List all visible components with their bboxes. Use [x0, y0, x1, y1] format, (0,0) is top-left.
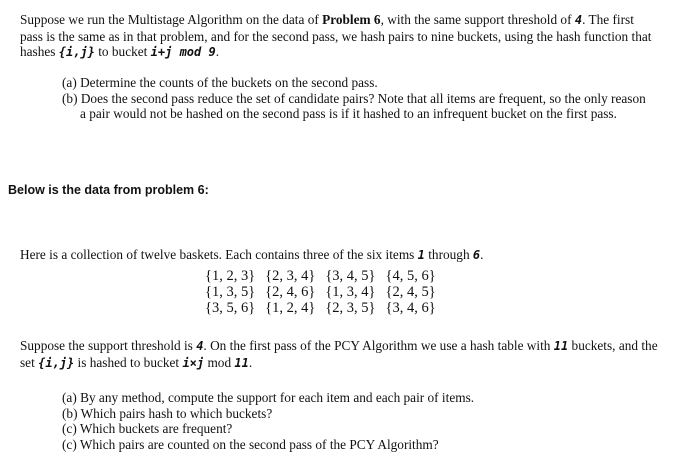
problem-intro: Suppose we run the Multistage Algorithm on the data of Problem 6, with the same support threshold of 4. The first pass is the same as in that problem, and for the second pass, we hash pairs to nine buckets, using the hash function that hashes {i,j} to bucket i+j mod 9.	[20, 12, 652, 59]
basket-row	[200, 268, 441, 284]
basket: {1, 3, 4}	[325, 284, 376, 300]
part-d: (c) Which pairs are counted on the second pass of the PCY Algorithm?	[62, 436, 439, 452]
basket: {1, 2, 3}	[205, 268, 256, 284]
basket-row	[200, 284, 441, 300]
basket: {2, 3, 5}	[325, 300, 376, 316]
part-a: (a) By any method, compute the support for each item and each pair of items.	[62, 390, 475, 405]
problem6-intro: Here is a collection of twelve baskets. Each contains three of the six items 1 through 6.	[20, 247, 484, 262]
part-b: (b) Which pairs hash to which buckets?	[62, 405, 273, 421]
problem-parts	[62, 75, 652, 122]
part-c: (c) Which buckets are frequent?	[62, 421, 233, 436]
basket: {2, 3, 4}	[265, 268, 316, 284]
part-b: (b) Does the second pass reduce the set of candidate pairs? Note that all items are frequent, so the only reason a pair would not be hashed on the second pass is if it hashed to an infrequent bucket on the first pass.	[62, 90, 646, 121]
section-heading: Below is the data from problem 6:	[8, 183, 209, 197]
basket: {4, 5, 6}	[385, 268, 436, 284]
basket: {2, 4, 5}	[385, 284, 436, 300]
support-text: Suppose the support threshold is 4. On the first pass of the PCY Algorithm we use a hash table with 11 buckets, and the set {i,j} is hashed to bucket i×j mod 11.	[20, 338, 658, 370]
basket: {3, 4, 6}	[385, 300, 436, 316]
basket: {1, 3, 5}	[205, 284, 256, 300]
basket: {1, 2, 4}	[265, 300, 316, 316]
baskets-table	[200, 268, 441, 316]
problem6-parts	[62, 390, 652, 452]
basket: {3, 5, 6}	[205, 300, 256, 316]
basket: {3, 4, 5}	[325, 268, 376, 284]
part-a: (a) Determine the counts of the buckets on the second pass.	[62, 75, 378, 90]
basket-row	[200, 300, 441, 316]
basket: {2, 4, 6}	[265, 284, 316, 300]
